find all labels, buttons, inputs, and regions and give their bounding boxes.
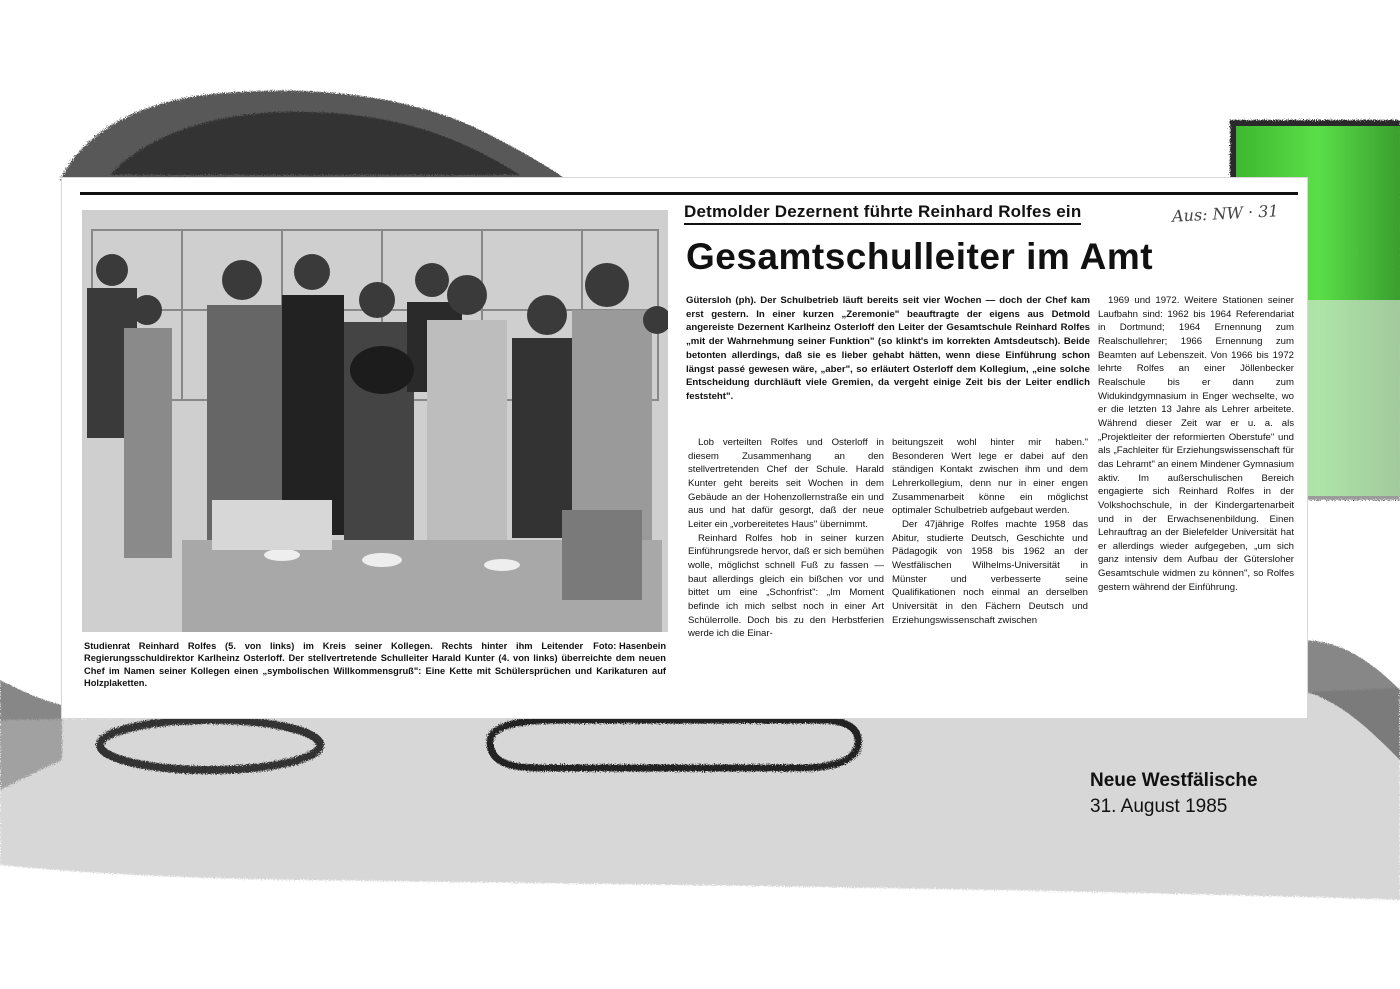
caption-text: Studienrat Reinhard Rolfes (5. von links) im Kreis seiner Kollegen. Rechts hinter ihm Leitender Regierungsschuldirektor Karlheinz Osterloff. Der stellvertretende Schulleiter Harald Kunter (4. von links) überreichte dem neuen Chef im Namen seiner Kollegen einen „symbolischen Willkommensgruß": Eine Kette mit Schülersprüchen und Karikaturen auf Holzplaketten. — [84, 641, 666, 689]
kicker: Detmolder Dezernent führte Reinhard Rolfes ein — [684, 202, 1081, 225]
lead-paragraph: Gütersloh (ph). Der Schulbetrieb läuft bereits seit vier Wochen — doch der Chef kam erst gestern. In einer kurzen „Zeremonie" beauftragte der eigens aus Detmold angereiste Dezernent Karlheinz Osterloff den Leiter der Gesamtschule Reinhard Rolfes „mit der Wahrnehmung seiner Funktion" (so klinkt's im korrekten Amtsdeutsch). Beide betonten allerdings, daß sie es lieber gehabt hätten, wenn diese Einführung schon längst passé gewesen wäre, „aber", so erläutert Osterloff dem Kollegium, „eine solche Entscheidung durchläuft viele Gremien, da vergeht einige Zeit bis der Leiter endlich feststeht". — [686, 295, 1090, 402]
article-column-1 — [688, 436, 884, 641]
headline: Gesamtschulleiter im Amt — [686, 236, 1154, 277]
article-column-2 — [892, 436, 1088, 627]
group-photo — [82, 210, 668, 632]
photo-caption — [84, 640, 666, 690]
article-column-3 — [1098, 294, 1294, 594]
paragraph: Reinhard Rolfes hob in seiner kurzen Einführungsrede hervor, daß er sich bemühen wolle, möglichst schnell Fuß zu fassen — baut allerdings gleich ein bißchen vor und bittet um eine „Schonfrist": „Im Moment befinde ich mich selbst noch in einer Art Schülerrolle. Doch bis zu den Herbstferien werde ich die Einar- — [688, 532, 884, 640]
publication-date: 31. August 1985 — [1090, 796, 1228, 817]
newspaper-name: Neue Westfälische — [1090, 770, 1258, 791]
paragraph: 1969 und 1972. Weitere Stationen seiner Laufbahn sind: 1962 bis 1964 Referendariat in Dortmund; 1964 Ernennung zum Realschullehrer; 1966 Ernennung zum Beamten auf Lebenszeit. Von 1966 bis 1972 lehrte Rolfes an einer Jöllenbecker Realschule bis er dann zum Widukindgymnasium in Enger wechselte, wo er die letzten 13 Jahre als Lehrer arbeitete. Während dieser Zeit war er u. a. als „Projektleiter der reformierten Oberstufe" und als „Fachleiter für Erziehungswissenschaft für das Lehramt" an einem Mindener Gymnasium aktiv. Im außerschulischen Bereich engagierte sich Reinhard Rolfes in der Volkshochschule, in der Kindergartenarbeit und in der Erwachsenenbildung. Einen Lehrauftrag an der Bielefelder Universität hat er allerdings wieder aufgegeben, „um sich ganz intensiv dem Aufbau der Gütersloher Gesamtschule widmen zu können", so Rolfes gestern während der Einführung. — [1098, 295, 1294, 593]
handwritten-note: Aus: NW · 31 — [1171, 201, 1280, 226]
newspaper-clipping — [62, 178, 1307, 718]
paragraph: Lob verteilten Rolfes und Osterloff in diesem Zusammenhang an den stellvertretenden Chef der Schule. Harald Kunter geht bereits seit Wochen in dem Gebäude an der Hohenzollernstraße ein und aus und hat dafür gesorgt, daß der neue Leiter ein „vorbereitetes Haus" übernimmt. — [688, 437, 884, 530]
paragraph: beitungszeit wohl hinter mir haben." Besonderen Wert lege er dabei auf den ständigen Kontakt zwischen ihm und dem Lehrerkollegium, denn nur in einer engen Zusammenarbeit könne ein möglichst optimaler Schulbetrieb aufgebaut werden. — [892, 437, 1088, 517]
photo-credit: Foto: Hasenbein — [593, 641, 666, 651]
source-label — [1090, 770, 1258, 818]
paragraph: Der 47jährige Rolfes machte 1958 das Abitur, studierte Deutsch, Geschichte und Pädagogik von 1958 bis 1962 an der Westfälischen Wilhelms-Universität in Münster und verbesserte seine Qualifikationen noch einmal an derselben Universität in den Fächern Deutsch und Erziehungswissenschaft zwischen — [892, 518, 1088, 626]
top-rule — [80, 192, 1298, 195]
